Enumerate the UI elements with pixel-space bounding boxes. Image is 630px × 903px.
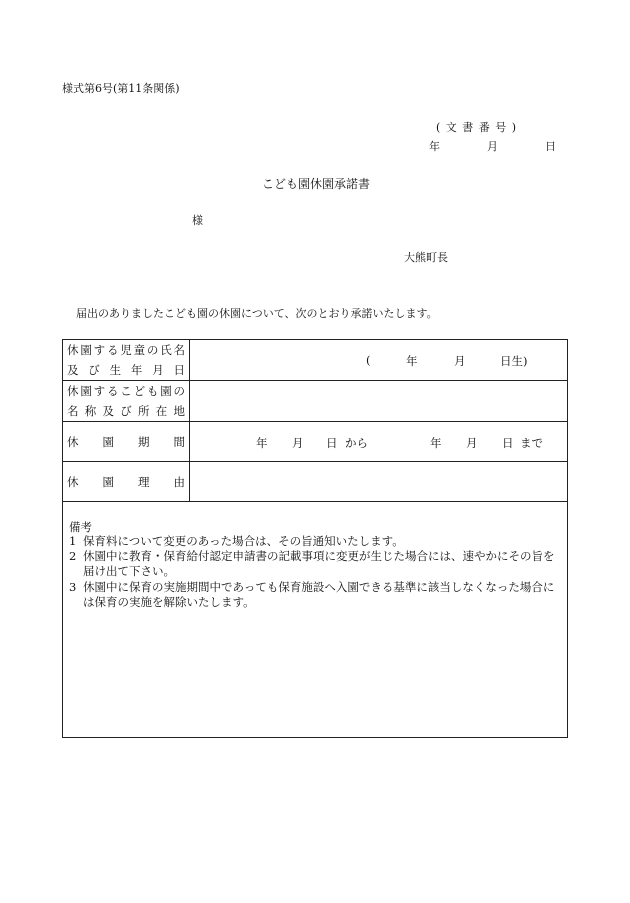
- table-row-period: [63, 422, 568, 462]
- table-row-reason: [63, 462, 568, 502]
- period-from-label: から: [345, 436, 368, 450]
- birth-year-label: 年: [406, 354, 418, 368]
- kindergarten-label-line2: 名 称 及 び 所 在 地: [67, 404, 185, 418]
- approval-table: [62, 339, 568, 502]
- period-end-day: 日: [502, 436, 514, 450]
- form-number: 様式第6号(第11条関係): [62, 82, 180, 95]
- period-label: 休 園 期 間: [63, 422, 190, 462]
- date-day-label: 日: [545, 140, 556, 153]
- birth-open-paren: (: [366, 353, 371, 367]
- reason-label: 休 園 理 由: [63, 462, 190, 502]
- note-item-3: 3 休園中に保育の実施期間中であっても保育施設へ入園できる基準に該当しなくなった場合には保育の実施を解除いたします。: [69, 580, 555, 609]
- birth-month-label: 月: [454, 354, 466, 368]
- period-start-month: 月: [292, 436, 304, 450]
- table-row-child-name: [63, 340, 568, 381]
- child-name-label: [63, 340, 190, 381]
- period-end-month: 月: [466, 436, 478, 450]
- kindergarten-label: [63, 381, 190, 422]
- period-start-day: 日: [326, 436, 338, 450]
- document-number-label: ( 文 書 番 号 ): [436, 121, 518, 134]
- reason-value-cell[interactable]: [190, 462, 568, 502]
- date-year-label: 年: [429, 140, 440, 153]
- birth-day-label: 日生): [500, 354, 528, 368]
- period-until-label: まで: [520, 436, 543, 450]
- child-name-value-cell[interactable]: [190, 340, 568, 381]
- notes-heading: 備考: [69, 520, 92, 534]
- child-name-label-line2: 及 び 生 年 月 日: [67, 363, 185, 377]
- note-item-1: 1 保育料について変更のあった場合は、その旨通知いたします。: [69, 534, 404, 548]
- date-month-label: 月: [487, 140, 498, 153]
- table-row-kindergarten: [63, 381, 568, 422]
- intro-text: 届出のありましたこども園の休園について、次のとおり承諾いたします。: [76, 307, 438, 320]
- child-name-label-line1: 休 園 す る 児 童 の 氏 名: [67, 343, 185, 357]
- period-value-cell[interactable]: [190, 422, 568, 462]
- kindergarten-label-line1: 休 園 す る こ ど も 園 の: [67, 384, 185, 398]
- period-end-year: 年: [430, 436, 442, 450]
- addressee-suffix: 様: [192, 214, 203, 227]
- document-title: こども園休園承諾書: [262, 177, 371, 191]
- kindergarten-value-cell[interactable]: [190, 381, 568, 422]
- notes-box: [62, 501, 568, 738]
- issuer-name: 大熊町長: [404, 251, 448, 264]
- period-start-year: 年: [256, 436, 268, 450]
- note-item-2: 2 休園中に教育・保育給付認定申請書の記載事項に変更が生じた場合には、速やかにその旨を届け出て下さい。: [69, 549, 555, 578]
